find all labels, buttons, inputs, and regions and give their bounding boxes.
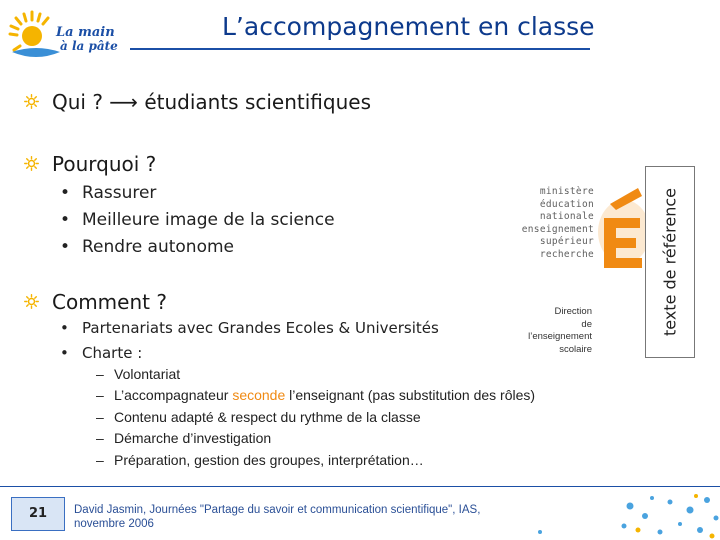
- section-label: Pourquoi ?: [52, 152, 157, 176]
- comment-list: [60, 318, 439, 368]
- list-item: • Rendre autonome: [60, 236, 335, 263]
- footer-credit: David Jasmin, Journées "Partage du savoir et communication scientifique", IAS, novembre 2006: [74, 504, 481, 530]
- charte-list: [96, 365, 535, 472]
- svg-text:La main: La main: [56, 25, 115, 40]
- pourquoi-list: [60, 182, 335, 263]
- ministry-direction-label: Direction de l’enseignement scolaire: [528, 306, 592, 355]
- decorative-dots: [520, 492, 720, 540]
- ministry-wordmark: ministère éducation nationale enseignement supérieur recherche: [521, 186, 594, 260]
- title-underline: [130, 48, 590, 50]
- sun-bullet-icon: [24, 294, 39, 309]
- footer-divider: [0, 486, 720, 487]
- list-item: • Rassurer: [60, 182, 335, 209]
- charte-item: – Préparation, gestion des groupes, interprétation…: [96, 451, 535, 472]
- sun-bullet-icon: [24, 156, 39, 171]
- charte-item: – Volontariat: [96, 365, 535, 386]
- ministry-logo: [512, 180, 658, 290]
- la-main-a-la-pate-logo: [6, 6, 126, 62]
- charte-item: – L’accompagnateur seconde l’enseignant (pas substitution des rôles): [96, 386, 535, 407]
- section-label: Qui ? ⟶ étudiants scientifiques: [52, 90, 372, 114]
- sun-bullet-icon: [24, 94, 39, 109]
- section-label: Comment ?: [52, 290, 167, 314]
- page-number: 21: [11, 497, 65, 531]
- list-item: • Charte :: [60, 343, 439, 368]
- charte-item: – Contenu adapté & respect du rythme de la classe: [96, 408, 535, 429]
- highlight-word: seconde: [232, 387, 286, 404]
- header: [0, 0, 720, 58]
- reference-text-box: [645, 166, 695, 358]
- svg-text:à la pâte: à la pâte: [60, 39, 118, 53]
- charte-item: – Démarche d’investigation: [96, 429, 535, 450]
- list-item: • Partenariats avec Grandes Ecoles & Universités: [60, 318, 439, 343]
- list-item: • Meilleure image de la science: [60, 209, 335, 236]
- reference-text-label: texte de référence: [660, 188, 680, 336]
- page-title: L’accompagnement en classe: [222, 12, 595, 41]
